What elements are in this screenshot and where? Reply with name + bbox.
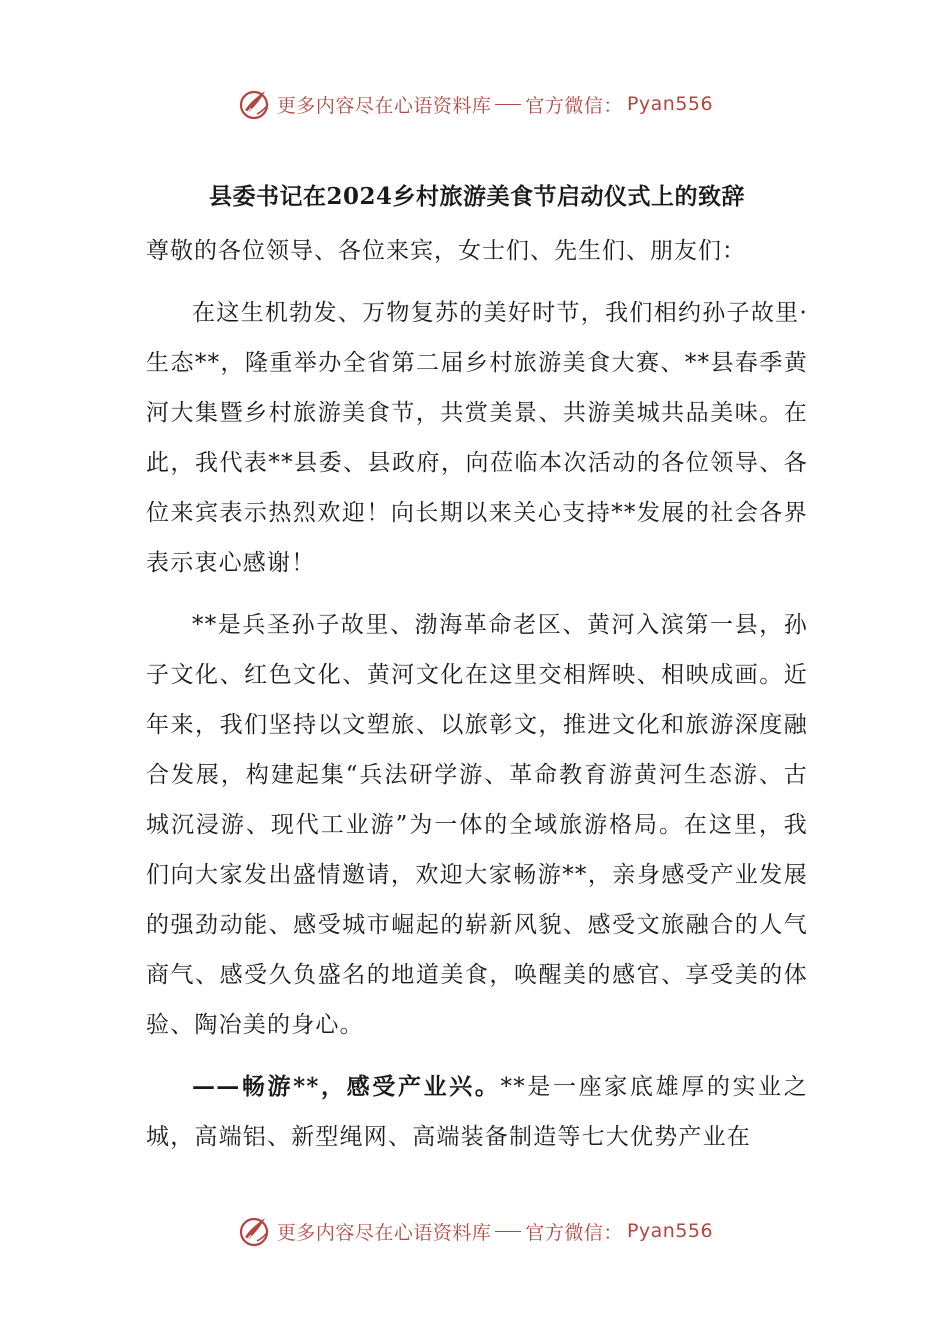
document-title: 县委书记在2024乡村旅游美食节启动仪式上的致辞 [208,183,745,210]
watermark-text: 更多内容尽在心语资料库 [276,1221,492,1244]
watermark-separator [495,1231,521,1232]
paragraph [146,288,808,588]
watermark-separator [495,104,521,105]
paragraph-text: **是一座家底雄厚的实业之城，高端铝、新型绳网、高端装备制造等七大优势产业在 [146,1074,808,1150]
watermark-wechat-id: Pyan556 [626,93,714,115]
watermark-banner-top [0,82,950,126]
paragraph-text: 在这生机勃发、万物复苏的美好时节，我们相约孙子故里·生态**，隆重举办全省第二届乡村旅游美食大赛、**县春季黄河大集暨乡村旅游美食节，共赏美景、共游美城共品美味。在此，我代表**县委、县政府，向莅临本次活动的各位领导、各位来宾表示热烈欢迎！向长期以来关心支持**发展的社会各界表示衷心感谢！ [146,300,808,576]
salutation: 尊敬的各位领导、各位来宾，女士们、先生们、朋友们： [146,238,746,264]
paragraph [146,1062,808,1162]
paragraph-lead: ——畅游**，感受产业兴。 [192,1073,501,1100]
document-body [146,168,808,1174]
watermark-wechat-label: 官方微信： [525,94,623,117]
pen-nib-circle-icon [237,1213,273,1249]
paragraph-text: **是兵圣孙子故里、渤海革命老区、黄河入滨第一县，孙子文化、红色文化、黄河文化在这里交相辉映、相映成画。近年来，我们坚持以文塑旅、以旅彰文，推进文化和旅游深度融合发展，构建起集“兵法研学游、革命教育游黄河生态游、古城沉浸游、现代工业游”为一体的全域旅游格局。在这里，我们向大家发出盛情邀请，欢迎大家畅游**，亲身感受产业发展的强劲动能、感受城市崛起的崭新风貌、感受文旅融合的人气商气、感受久负盛名的地道美食，唤醒美的感官、享受美的体验、陶冶美的身心。 [146,612,808,1038]
pen-nib-circle-icon [237,86,273,122]
watermark-banner-bottom [0,1209,950,1253]
watermark-wechat-label: 官方微信： [525,1221,623,1244]
watermark-text: 更多内容尽在心语资料库 [276,94,492,117]
paragraph [146,600,808,1050]
watermark-wechat-id: Pyan556 [626,1220,714,1242]
